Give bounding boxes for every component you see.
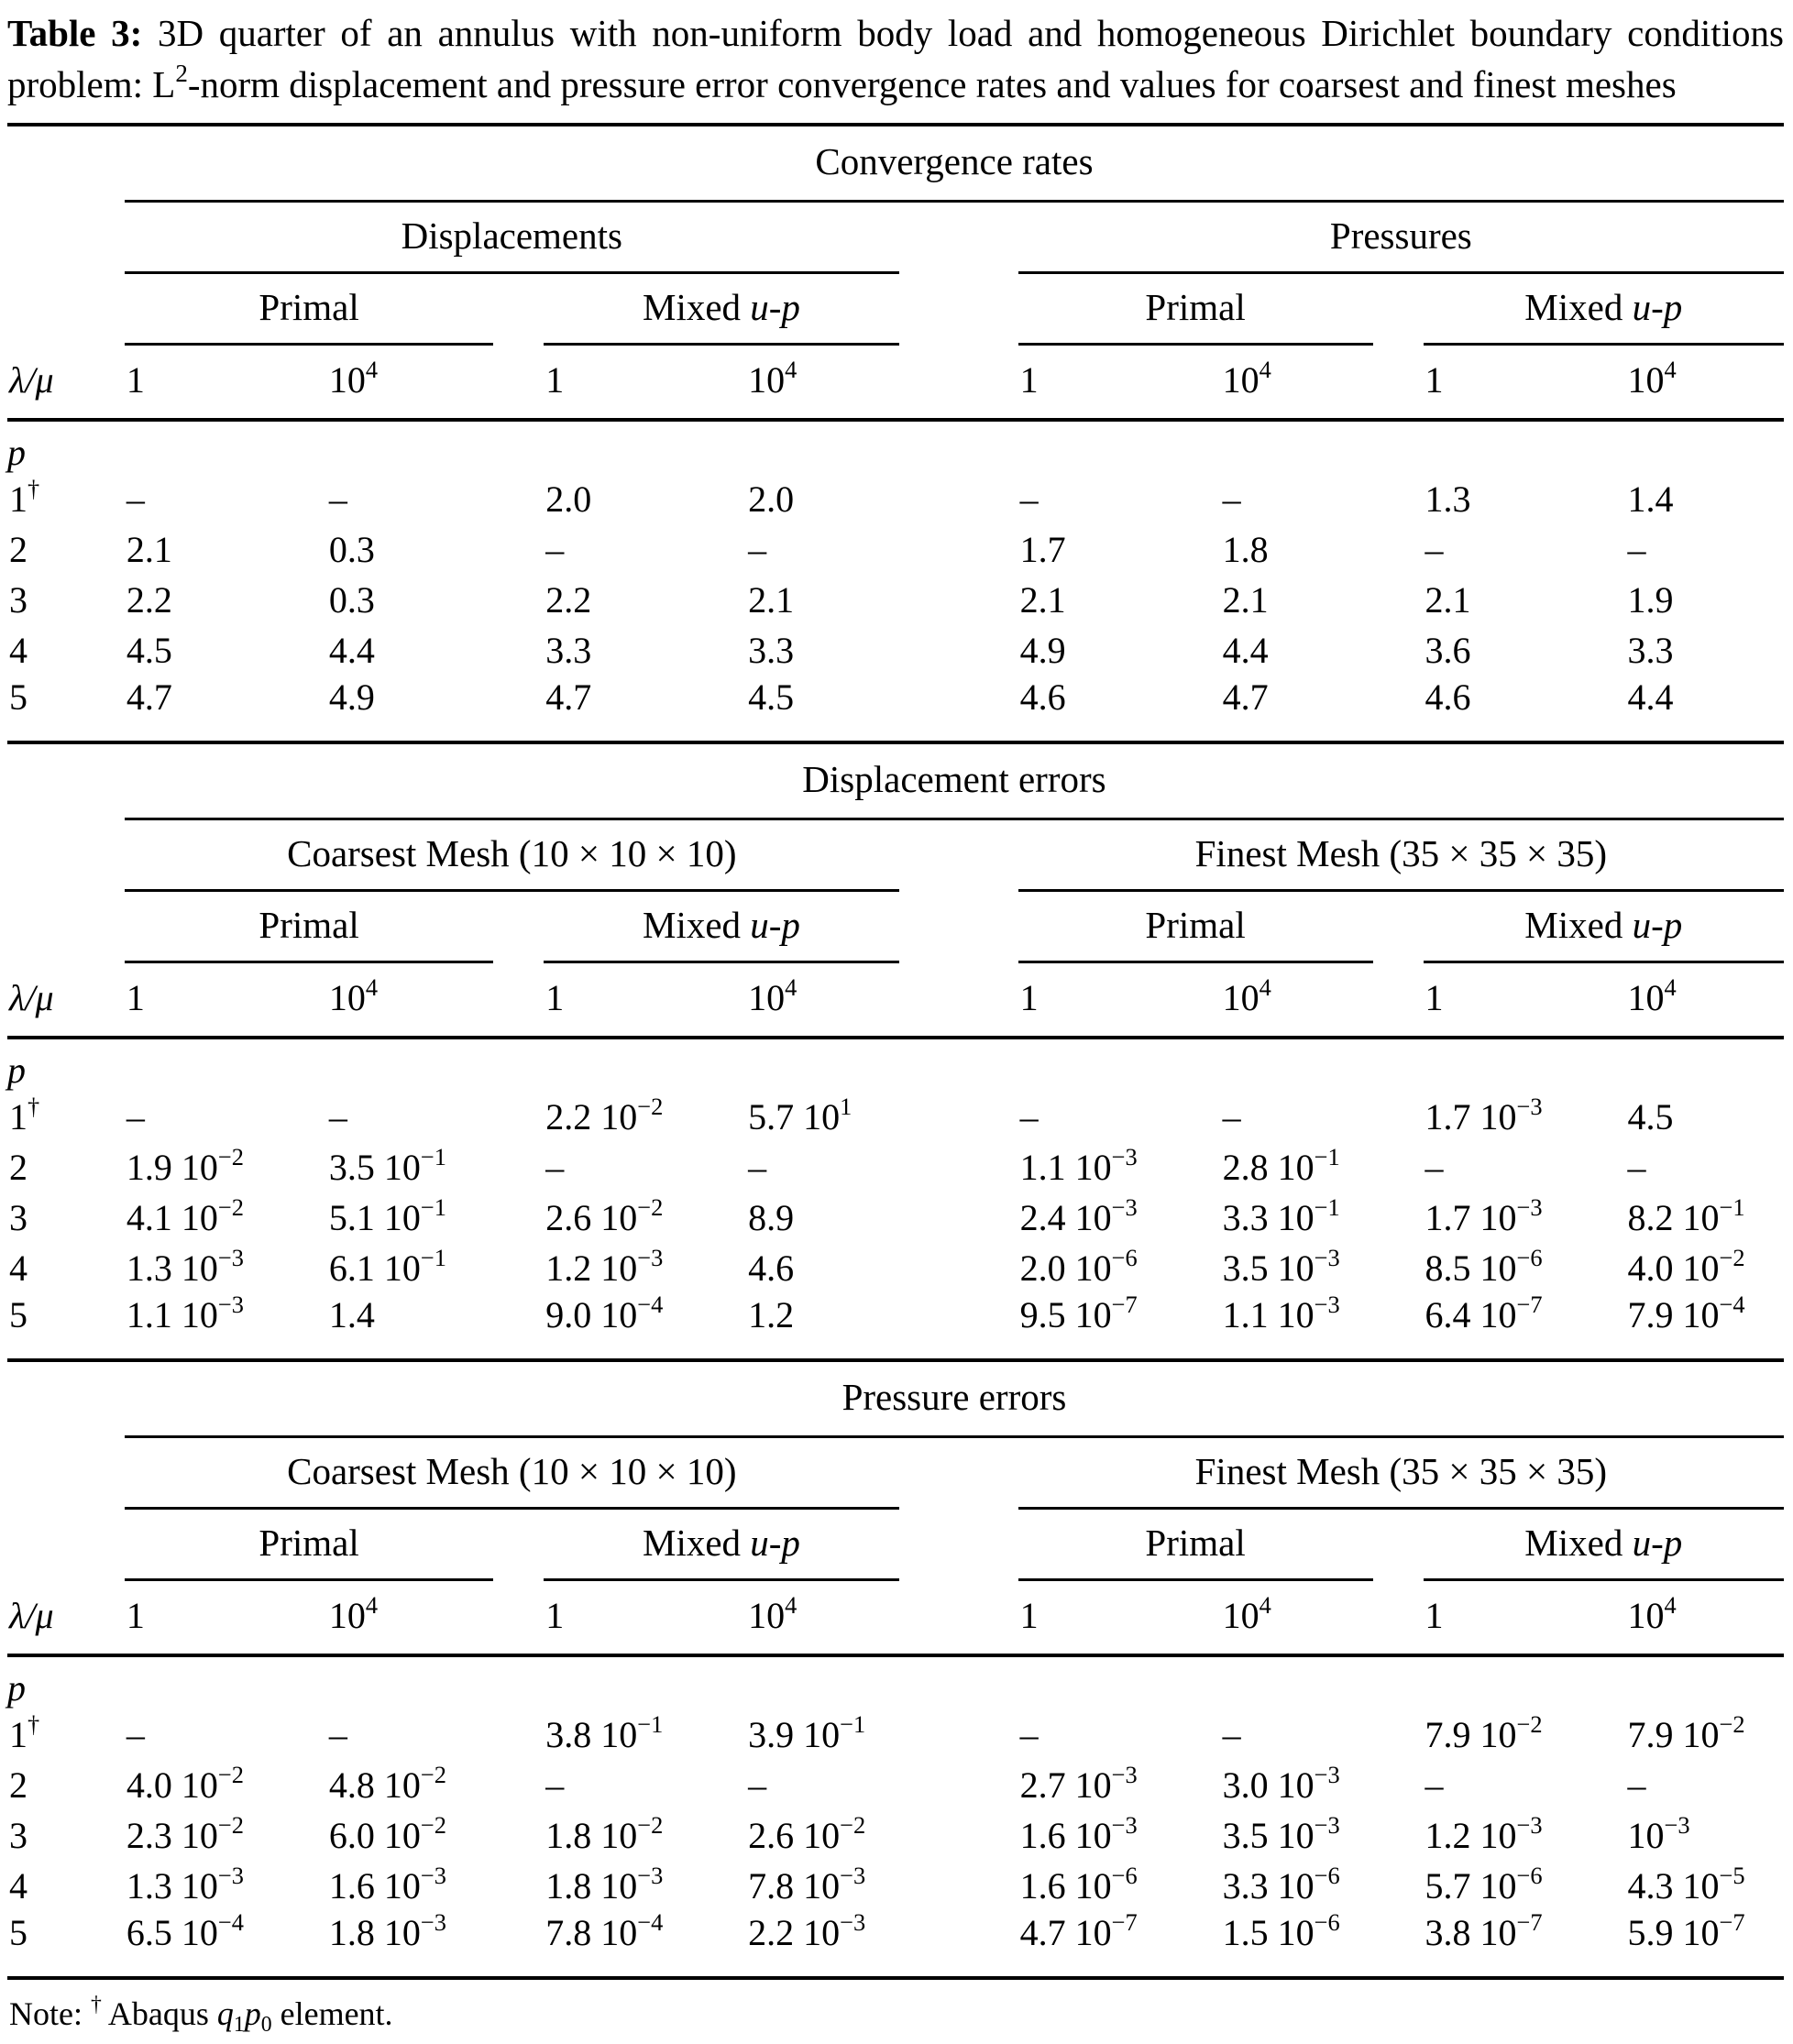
value-cell: 4.4 — [328, 630, 375, 671]
value-cell: 2.6 $10^{-2}$ — [545, 1192, 664, 1238]
value-cell: 2.1 — [1222, 579, 1269, 621]
p-label-row — [7, 1038, 1784, 1092]
value-cell: $10^{-3}$ — [1627, 1810, 1690, 1856]
row-label: 5 — [9, 676, 28, 718]
value-cell: 2.2 $10^{-2}$ — [545, 1092, 664, 1137]
value-cell: 4.6 — [748, 1247, 795, 1289]
table-row — [7, 1092, 1784, 1142]
value-cell: – — [1424, 1764, 1444, 1806]
group-header-row — [7, 202, 1784, 275]
group-header: Coarsest Mesh (10 × 10 × 10) — [125, 819, 1018, 893]
table-title: Convergence rates — [125, 125, 1784, 202]
table-pressure-errors — [7, 1358, 1784, 1980]
value-cell: – — [1222, 478, 1241, 520]
value-cell: 1.2 $10^{-3}$ — [545, 1243, 664, 1289]
value-cell: 2.3 $10^{-2}$ — [126, 1810, 244, 1856]
spacer-cell — [7, 819, 125, 893]
value-cell: 3.9 $10^{-1}$ — [748, 1709, 866, 1755]
value-cell: 3.3 $10^{-6}$ — [1222, 1861, 1340, 1907]
group-header: Coarsest Mesh (10 × 10 × 10) — [125, 1437, 1018, 1511]
p-label-row — [7, 1655, 1784, 1709]
spacer-cell — [7, 125, 125, 202]
table-row — [7, 1810, 1784, 1861]
caption-label: Table 3: — [7, 12, 143, 54]
value-cell: 2.4 $10^{-3}$ — [1019, 1192, 1138, 1238]
table-row — [7, 474, 1784, 524]
value-cell: – — [1019, 478, 1039, 520]
value-cell: – — [126, 1096, 145, 1137]
caption-text: 3D quarter of an annulus with non-uniform body load and homogeneous Dirichlet boundary conditions problem: $L^2$-norm displacement and pressure error convergence rates and values for coarsest and finest meshes — [7, 12, 1784, 105]
value-cell: 4.4 — [1627, 676, 1674, 718]
value-cell: – — [1424, 1147, 1444, 1188]
spacer-cell — [125, 420, 1784, 474]
value-cell: – — [1627, 1764, 1646, 1806]
col-header: $10^4$ — [327, 963, 544, 1038]
value-cell: 1.9 — [1627, 579, 1674, 621]
table-title: Displacement errors — [125, 742, 1784, 819]
value-cell: 2.0 — [748, 478, 795, 520]
row-label: 3 — [9, 579, 28, 621]
column-header-row — [7, 346, 1784, 420]
value-cell: 8.5 $10^{-6}$ — [1424, 1243, 1543, 1289]
value-cell: 1.6 $10^{-6}$ — [1019, 1861, 1138, 1907]
subgroup-header-row — [7, 274, 1784, 346]
subgroup-header-row — [7, 892, 1784, 963]
value-cell: 2.1 — [126, 529, 172, 570]
table-caption — [7, 7, 1784, 123]
value-cell: 2.6 $10^{-2}$ — [748, 1810, 866, 1856]
value-cell: 2.2 — [545, 579, 592, 621]
col-header: $10^4$ — [1221, 963, 1424, 1038]
value-cell: 5.7 $10^1$ — [748, 1092, 852, 1137]
table-title-row — [7, 742, 1784, 819]
col-header: 1 — [544, 963, 746, 1038]
value-cell: 1.3 $10^{-3}$ — [126, 1243, 244, 1289]
column-header-row — [7, 963, 1784, 1038]
col-header: $10^4$ — [327, 346, 544, 420]
value-cell: 4.7 — [1222, 676, 1269, 718]
row-label: 5 — [9, 1912, 28, 1953]
value-cell: 1.7 $10^{-3}$ — [1424, 1192, 1543, 1238]
value-cell: – — [126, 1714, 145, 1755]
col-header: $10^4$ — [327, 1581, 544, 1655]
row-label: 4 — [9, 1865, 28, 1907]
value-cell: – — [1627, 529, 1646, 570]
col-header: 1 — [544, 346, 746, 420]
value-cell: 8.9 — [748, 1197, 795, 1238]
row-label: 4 — [9, 630, 28, 671]
value-cell: 4.6 — [1424, 676, 1471, 718]
table-row — [7, 1293, 1784, 1358]
table-row — [7, 575, 1784, 625]
value-cell: 3.8 $10^{-1}$ — [545, 1709, 664, 1755]
col-header: 1 — [125, 346, 327, 420]
value-cell: 4.4 — [1222, 630, 1269, 671]
value-cell: 3.5 $10^{-3}$ — [1222, 1810, 1340, 1856]
row-label: 2 — [9, 1764, 28, 1806]
row-label: 2 — [9, 529, 28, 570]
value-cell: 4.9 — [328, 676, 375, 718]
table-row — [7, 625, 1784, 676]
ratio-label: λ/μ — [7, 1581, 125, 1655]
table-row — [7, 1911, 1784, 1978]
value-cell: 6.4 $10^{-7}$ — [1424, 1290, 1543, 1335]
value-cell: 3.6 — [1424, 630, 1471, 671]
value-cell: 3.8 $10^{-7}$ — [1424, 1907, 1543, 1953]
p-label: p — [7, 1049, 26, 1091]
value-cell: 4.3 $10^{-5}$ — [1627, 1861, 1745, 1907]
spacer-cell — [7, 892, 125, 963]
table-row — [7, 1861, 1784, 1911]
subgroup-header: Primal — [125, 274, 544, 346]
subgroup-header: Mixed u-p — [544, 1510, 1018, 1581]
col-header: $10^4$ — [1221, 1581, 1424, 1655]
row-label: 2 — [9, 1147, 28, 1188]
subgroup-header-row — [7, 1510, 1784, 1581]
col-header: $10^4$ — [746, 346, 1018, 420]
col-header: $10^4$ — [1625, 963, 1784, 1038]
value-cell: – — [1019, 1714, 1039, 1755]
table-row — [7, 1192, 1784, 1243]
group-header-row — [7, 819, 1784, 893]
table-row — [7, 524, 1784, 575]
value-cell: 4.5 — [748, 676, 795, 718]
value-cell: – — [328, 1096, 347, 1137]
value-cell: 1.6 $10^{-3}$ — [1019, 1810, 1138, 1856]
table-displacement-errors — [7, 741, 1784, 1358]
col-header: $10^4$ — [1625, 346, 1784, 420]
p-label: p — [7, 1667, 26, 1709]
value-cell: 2.1 — [1424, 579, 1471, 621]
value-cell: 1.1 $10^{-3}$ — [126, 1290, 244, 1335]
subgroup-header: Mixed u-p — [1424, 1510, 1784, 1581]
tables-container — [7, 123, 1784, 1980]
spacer-cell — [7, 1360, 125, 1437]
value-cell: 0.3 — [328, 529, 375, 570]
ratio-label: λ/μ — [7, 346, 125, 420]
value-cell: – — [748, 1764, 767, 1806]
row-label: 4 — [9, 1247, 28, 1289]
row-label: 1† — [9, 1092, 40, 1137]
subgroup-header: Mixed u-p — [1424, 892, 1784, 963]
column-header-row — [7, 1581, 1784, 1655]
value-cell: 2.8 $10^{-1}$ — [1222, 1142, 1340, 1188]
value-cell: 3.3 — [545, 630, 592, 671]
row-label: 3 — [9, 1197, 28, 1238]
value-cell: – — [1424, 529, 1444, 570]
value-cell: – — [1222, 1714, 1241, 1755]
col-header: 1 — [1018, 1581, 1221, 1655]
value-cell: 1.3 $10^{-3}$ — [126, 1861, 244, 1907]
value-cell: 2.1 — [1019, 579, 1066, 621]
value-cell: 6.5 $10^{-4}$ — [126, 1907, 244, 1953]
value-cell: 2.7 $10^{-3}$ — [1019, 1760, 1138, 1806]
value-cell: 1.8 $10^{-3}$ — [328, 1907, 446, 1953]
value-cell: 4.0 $10^{-2}$ — [126, 1760, 244, 1806]
value-cell: 3.5 $10^{-3}$ — [1222, 1243, 1340, 1289]
subgroup-header: Primal — [1018, 892, 1424, 963]
row-label: 5 — [9, 1294, 28, 1335]
subgroup-header: Primal — [125, 1510, 544, 1581]
col-header: 1 — [125, 963, 327, 1038]
group-header: Displacements — [125, 202, 1018, 275]
value-cell: – — [545, 529, 565, 570]
value-cell: 3.3 $10^{-1}$ — [1222, 1192, 1340, 1238]
value-cell: 4.7 — [126, 676, 172, 718]
p-label-row — [7, 420, 1784, 474]
table-row — [7, 1760, 1784, 1810]
value-cell: 2.0 — [545, 478, 592, 520]
value-cell: 7.9 $10^{-2}$ — [1424, 1709, 1543, 1755]
value-cell: – — [748, 1147, 767, 1188]
col-header: 1 — [1424, 346, 1626, 420]
value-cell: – — [1019, 1096, 1039, 1137]
value-cell: 1.5 $10^{-6}$ — [1222, 1907, 1340, 1953]
value-cell: 4.1 $10^{-2}$ — [126, 1192, 244, 1238]
col-header: $10^4$ — [1625, 1581, 1784, 1655]
value-cell: 5.7 $10^{-6}$ — [1424, 1861, 1543, 1907]
value-cell: 1.2 $10^{-3}$ — [1424, 1810, 1543, 1856]
value-cell: 2.2 $10^{-3}$ — [748, 1907, 866, 1953]
value-cell: 6.1 $10^{-1}$ — [328, 1243, 446, 1289]
value-cell: 0.3 — [328, 579, 375, 621]
value-cell: 1.7 $10^{-3}$ — [1424, 1092, 1543, 1137]
value-cell: 7.9 $10^{-2}$ — [1627, 1709, 1745, 1755]
value-cell: 4.7 $10^{-7}$ — [1019, 1907, 1138, 1953]
subgroup-header: Mixed u-p — [544, 274, 1018, 346]
value-cell: – — [126, 478, 145, 520]
value-cell: 3.3 — [1627, 630, 1674, 671]
value-cell: – — [545, 1764, 565, 1806]
group-header-row — [7, 1437, 1784, 1511]
value-cell: 4.0 $10^{-2}$ — [1627, 1243, 1745, 1289]
subgroup-header: Mixed u-p — [544, 892, 1018, 963]
value-cell: 5.1 $10^{-1}$ — [328, 1192, 446, 1238]
spacer-cell — [7, 742, 125, 819]
spacer-cell — [7, 1510, 125, 1581]
table-title-row — [7, 125, 1784, 202]
spacer-cell — [125, 1655, 1784, 1709]
col-header: 1 — [1424, 1581, 1626, 1655]
value-cell: 4.7 — [545, 676, 592, 718]
value-cell: – — [545, 1147, 565, 1188]
value-cell: 1.6 $10^{-3}$ — [328, 1861, 446, 1907]
value-cell: 1.4 — [328, 1294, 375, 1335]
col-header: 1 — [1018, 963, 1221, 1038]
spacer-cell — [7, 202, 125, 275]
row-label: 3 — [9, 1815, 28, 1856]
value-cell: 4.5 — [126, 630, 172, 671]
col-header: $10^4$ — [746, 1581, 1018, 1655]
table-row — [7, 1243, 1784, 1293]
row-label: 1† — [9, 474, 40, 520]
value-cell: 1.8 $10^{-2}$ — [545, 1810, 664, 1856]
spacer-cell — [7, 274, 125, 346]
table-title-row — [7, 1360, 1784, 1437]
col-header: $10^4$ — [746, 963, 1018, 1038]
value-cell: 8.2 $10^{-1}$ — [1627, 1192, 1745, 1238]
value-cell: 1.8 $10^{-3}$ — [545, 1861, 664, 1907]
value-cell: 3.0 $10^{-3}$ — [1222, 1760, 1340, 1806]
table-row — [7, 1142, 1784, 1192]
value-cell: 7.9 $10^{-4}$ — [1627, 1290, 1745, 1335]
value-cell: 7.8 $10^{-3}$ — [748, 1861, 866, 1907]
group-header: Pressures — [1018, 202, 1784, 275]
value-cell: 1.2 — [748, 1294, 795, 1335]
value-cell: 1.7 — [1019, 529, 1066, 570]
row-label: 1† — [9, 1709, 40, 1755]
col-header: $10^4$ — [1221, 346, 1424, 420]
col-header: 1 — [544, 1581, 746, 1655]
value-cell: – — [1222, 1096, 1241, 1137]
value-cell: 2.2 — [126, 579, 172, 621]
subgroup-header: Mixed u-p — [1424, 274, 1784, 346]
value-cell: – — [748, 529, 767, 570]
value-cell: 4.5 — [1627, 1096, 1674, 1137]
value-cell: 9.0 $10^{-4}$ — [545, 1290, 664, 1335]
value-cell: 1.9 $10^{-2}$ — [126, 1142, 244, 1188]
value-cell: 4.6 — [1019, 676, 1066, 718]
value-cell: 1.1 $10^{-3}$ — [1019, 1142, 1138, 1188]
table-convergence-rates — [7, 123, 1784, 741]
value-cell: – — [1627, 1147, 1646, 1188]
value-cell: 2.1 — [748, 579, 795, 621]
group-header: Finest Mesh (35 × 35 × 35) — [1018, 819, 1784, 893]
value-cell: 1.8 — [1222, 529, 1269, 570]
table-title: Pressure errors — [125, 1360, 1784, 1437]
value-cell: 1.4 — [1627, 478, 1674, 520]
value-cell: 4.9 — [1019, 630, 1066, 671]
subgroup-header: Primal — [1018, 274, 1424, 346]
value-cell: 5.9 $10^{-7}$ — [1627, 1907, 1745, 1953]
subgroup-header: Primal — [125, 892, 544, 963]
spacer-cell — [125, 1038, 1784, 1092]
table-row — [7, 1709, 1784, 1760]
subgroup-header: Primal — [1018, 1510, 1424, 1581]
value-cell: 6.0 $10^{-2}$ — [328, 1810, 446, 1856]
value-cell: 3.3 — [748, 630, 795, 671]
ratio-label: λ/μ — [7, 963, 125, 1038]
value-cell: 7.8 $10^{-4}$ — [545, 1907, 664, 1953]
p-label: p — [7, 432, 26, 473]
footnote: Note: † Abaqus $q_1p_0$ element. — [9, 1993, 393, 2037]
table-row — [7, 676, 1784, 741]
col-header: 1 — [1424, 963, 1626, 1038]
value-cell: 1.3 — [1424, 478, 1471, 520]
value-cell: – — [328, 1714, 347, 1755]
value-cell: – — [328, 478, 347, 520]
col-header: 1 — [1018, 346, 1221, 420]
value-cell: 1.1 $10^{-3}$ — [1222, 1290, 1340, 1335]
value-cell: 3.5 $10^{-1}$ — [328, 1142, 446, 1188]
spacer-cell — [7, 1437, 125, 1511]
group-header: Finest Mesh (35 × 35 × 35) — [1018, 1437, 1784, 1511]
value-cell: 2.0 $10^{-6}$ — [1019, 1243, 1138, 1289]
value-cell: 9.5 $10^{-7}$ — [1019, 1290, 1138, 1335]
col-header: 1 — [125, 1581, 327, 1655]
value-cell: 4.8 $10^{-2}$ — [328, 1760, 446, 1806]
